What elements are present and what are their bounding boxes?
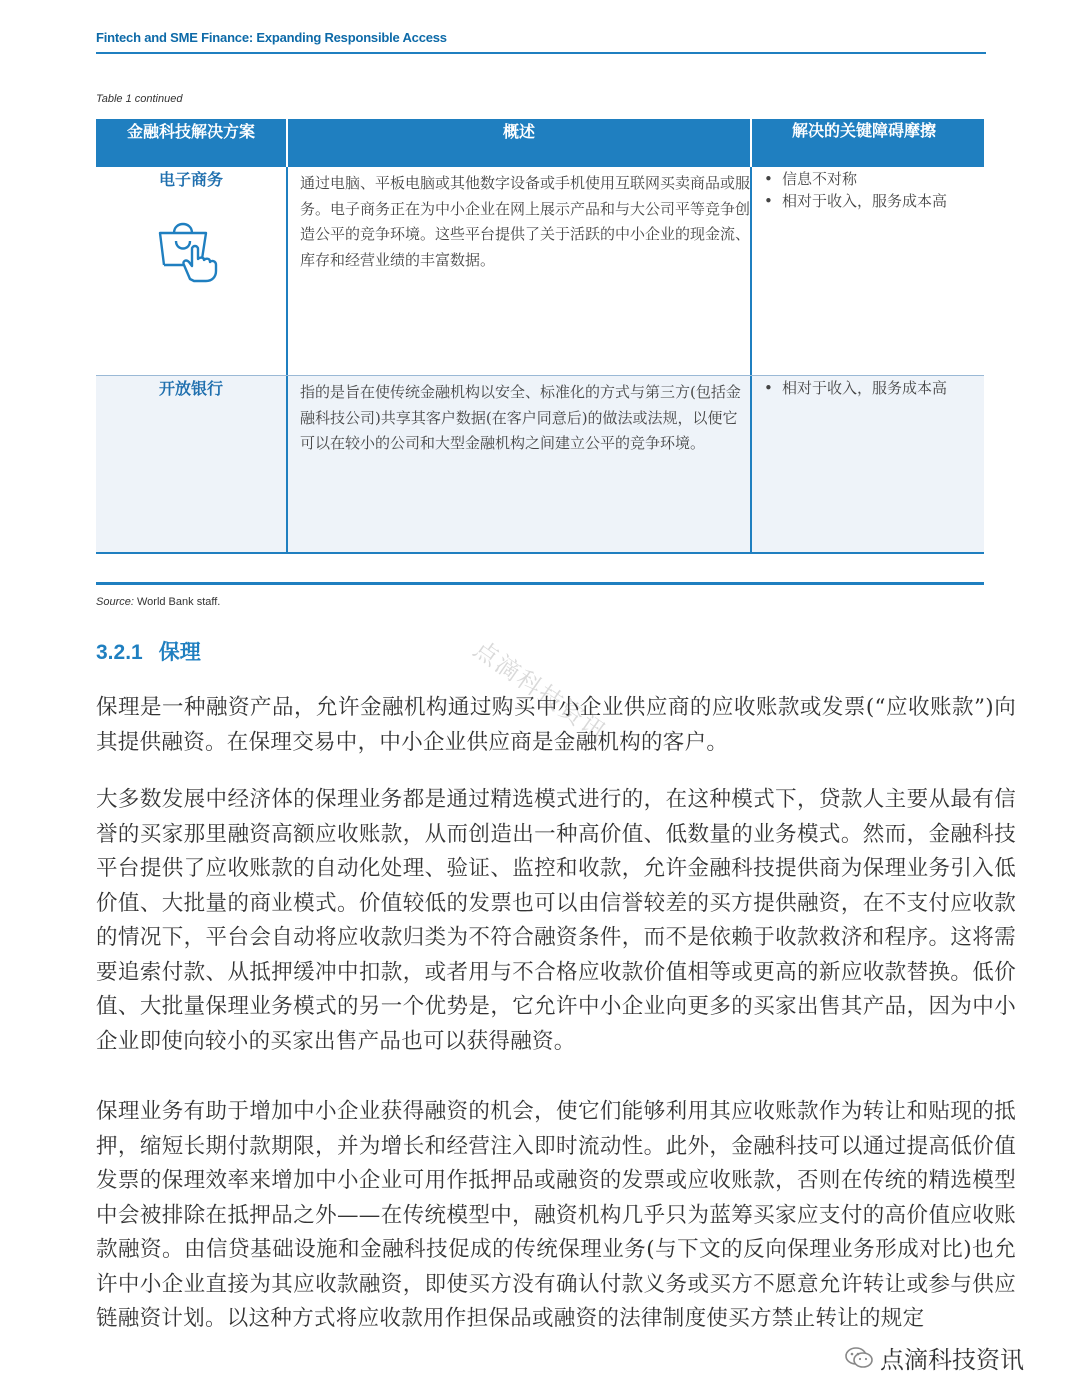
friction-item: • 信息不对称: [764, 168, 984, 190]
source-label: Source:: [96, 596, 134, 608]
table-bottom-rule: [96, 552, 984, 554]
shopping-bag-hand-icon: [158, 219, 226, 283]
section-title: 保理: [158, 639, 201, 664]
diagonal-watermark: 点滴科技资讯: [468, 634, 613, 748]
solution-name: 开放银行: [158, 379, 223, 398]
paragraph: 保理是一种融资产品，允许金融机构通过购买中小企业供应商的应收账款或发票(“应收账款”)向其提供融资。在保理交易中，中小企业供应商是金融机构的客户。: [96, 695, 1016, 755]
wechat-watermark: [838, 1338, 1030, 1377]
source-note: [96, 596, 220, 608]
wechat-account-name: 点滴科技资讯: [880, 1346, 1024, 1374]
frictions-cell: [752, 167, 984, 375]
table-row: [96, 167, 984, 375]
frictions-cell: [752, 376, 984, 552]
friction-item: • 相对于收入，服务成本高: [764, 190, 984, 212]
overview-cell: 指的是旨在使传统金融机构以安全、标准化的方式与第三方(包括金融科技公司)共享其客户数据(在客户同意后)的做法或法规，以便它可以在较小的公司和大型金融机构之间建立公平的竞争环境。: [288, 376, 752, 552]
paragraph: 大多数发展中经济体的保理业务都是通过精选模式进行的，在这种模式下，贷款人主要从最有信誉的买家那里融资高额应收账款，从而创造出一种高价值、低数量的业务模式。然而，金融科技平台提供了应收账款的自动化处理、验证、监控和收款，允许金融科技提供商为保理业务引入低价值、大批量的商业模式。价值较低的发票也可以由信誉较差的买方提供融资，在不支付应收款的情况下，平台会自动将应收款归类为不符合融资条件，而不是依赖于收款救济和程序。这将需要追索付款、从抵押缓冲中扣款，或者用与不合格应收款价值相等或更高的新应收款替换。低价值、大批量保理业务模式的另一个优势是，它允许中小企业向更多的买家出售其产品，因为中小企业即使向较小的买家出售产品也可以获得融资。: [96, 787, 1016, 1054]
table-row: [96, 375, 984, 552]
overview-cell: 通过电脑、平板电脑或其他数字设备或手机使用互联网买卖商品或服务。电子商务正在为中小企业在网上展示产品和与大公司平等竞争创造公平的竞争环境。这些平台提供了关于活跃的中小企业的现金流、库存和经营业绩的丰富数据。: [288, 167, 752, 375]
table-end-rule: [96, 582, 984, 585]
wechat-icon: [844, 1345, 874, 1371]
column-header-solution: 金融科技解决方案: [96, 119, 288, 167]
solution-name: 电子商务: [158, 170, 223, 189]
source-text: World Bank staff.: [133, 596, 221, 608]
header-rule: [96, 52, 986, 54]
column-header-frictions: 解决的关键障碍摩擦: [792, 121, 937, 140]
table-header-row: [96, 119, 984, 167]
table-caption: Table 1 continued: [96, 93, 183, 105]
fintech-solutions-table: [96, 119, 984, 554]
column-header-overview: 概述: [288, 119, 752, 167]
section-heading: [96, 636, 201, 666]
friction-item: • 相对于收入，服务成本高: [764, 377, 984, 399]
section-number: 3.2.1: [96, 641, 143, 664]
solution-cell: [96, 376, 288, 552]
paragraph: 保理业务有助于增加中小企业获得融资的机会，使它们能够利用其应收账款作为转让和贴现的抵押，缩短长期付款期限，并为增长和经营注入即时流动性。此外，金融科技可以通过提高低价值发票的保理效率来增加中小企业可用作抵押品或融资的发票或应收账款，否则在传统的精选模型中会被排除在抵押品之外——在传统模型中，融资机构几乎只为蓝筹买家应支付的高价值应收账款融资。由信贷基础设施和金融科技促成的传统保理业务(与下文的反向保理业务形成对比)也允许中小企业直接为其应收款融资，即使买方没有确认付款义务或买方不愿意允许转让或参与供应链融资计划。以这种方式将应收款用作担保品或融资的法律制度使买方禁止转让的规定: [96, 1099, 1016, 1331]
running-header: Fintech and SME Finance: Expanding Responsible Access: [96, 30, 447, 45]
solution-cell: [96, 167, 288, 375]
